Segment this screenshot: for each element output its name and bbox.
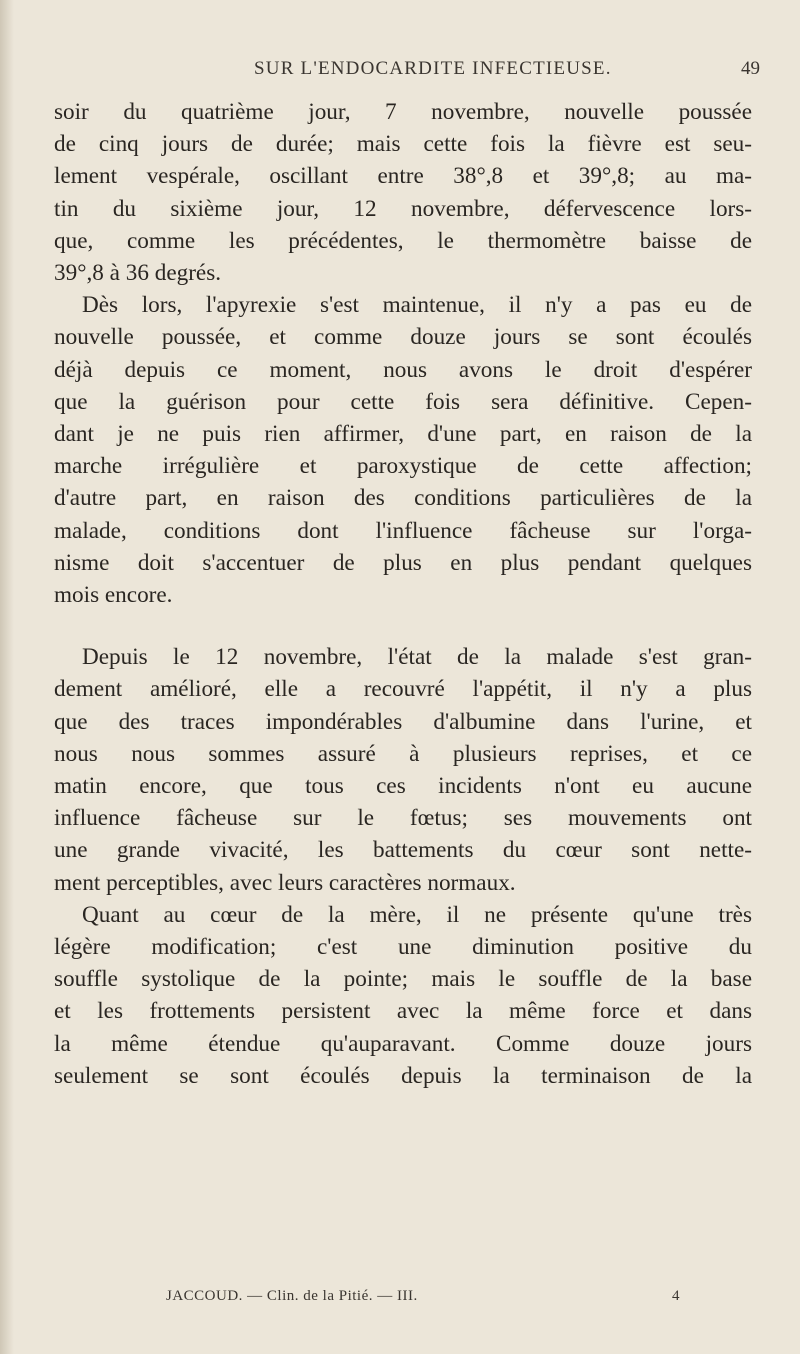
binding-shadow [0, 0, 14, 1354]
paragraph [54, 96, 752, 289]
text-line: Dès lors, l'apyrexie s'est maintenue, il n'y a pas eu de [82, 292, 752, 319]
text-line: soir du quatrième jour, 7 novembre, nouvelle poussée [54, 99, 752, 125]
text-line: dant je ne puis rien affirmer, d'une part, en raison de la [54, 421, 752, 448]
printer-signature: JACCOUD. — Clin. de la Pitié. — III. [166, 1288, 418, 1304]
paragraph [54, 899, 752, 1092]
signature-mark: 4 [672, 1288, 680, 1304]
text-line: seulement se sont écoulés depuis la terminaison de la [54, 1062, 752, 1089]
text-line: souffle systolique de la pointe; mais le souffle de la base [54, 966, 752, 993]
text-line: dement amélioré, elle a recouvré l'appétit, il n'y a plus [54, 676, 752, 703]
running-title: SUR L'ENDOCARDITE INFECTIEUSE. [254, 58, 612, 79]
text-line: d'autre part, en raison des conditions particulières de la [54, 485, 752, 512]
text-line: matin encore, que tous ces incidents n'ont eu aucune [54, 773, 752, 800]
text-line: mois encore. [54, 582, 173, 609]
text-line: malade, conditions dont l'influence fâcheuse sur l'orga- [54, 517, 752, 544]
text-line: déjà depuis ce moment, nous avons le droit d'espérer [54, 356, 752, 383]
text-line: marche irrégulière et paroxystique de cette affection; [54, 453, 752, 480]
text-line: influence fâcheuse sur le fœtus; ses mouvements ont [54, 805, 752, 832]
text-line: nisme doit s'accentuer de plus en plus pendant quelques [54, 549, 752, 576]
text-line: et les frottements persistent avec la même force et dans [54, 998, 752, 1025]
text-line: nous nous sommes assuré à plusieurs reprises, et ce [54, 740, 752, 767]
paragraph [54, 641, 752, 899]
text-line: de cinq jours de durée; mais cette fois la fièvre est seu- [54, 131, 752, 158]
body-text [54, 96, 752, 1092]
text-line: que, comme les précédentes, le thermomètre baisse de [54, 227, 752, 254]
text-line: que la guérison pour cette fois sera définitive. Cepen- [54, 388, 752, 415]
text-line: ment perceptibles, avec leurs caractères normaux. [54, 869, 516, 896]
text-line: la même étendue qu'auparavant. Comme douze jours [54, 1030, 752, 1057]
text-line: tin du sixième jour, 12 novembre, défervescence lors- [54, 195, 752, 222]
text-line: Depuis le 12 novembre, l'état de la malade s'est gran- [82, 644, 752, 671]
paragraph [54, 289, 752, 611]
text-line: nouvelle poussée, et comme douze jours se sont écoulés [54, 324, 752, 351]
text-line: Quant au cœur de la mère, il ne présente qu'une très [82, 901, 752, 928]
text-line: que des traces impondérables d'albumine dans l'urine, et [54, 708, 752, 735]
text-line: légère modification; c'est une diminution positive du [54, 934, 752, 961]
page-footer [0, 1288, 800, 1314]
paragraph-gap [54, 611, 752, 641]
text-line: lement vespérale, oscillant entre 38°,8 et 39°,8; au ma- [54, 163, 752, 190]
text-line: une grande vivacité, les battements du cœur sont nette- [54, 837, 752, 864]
running-head [40, 58, 760, 88]
page-number: 49 [741, 58, 760, 79]
text-line: 39°,8 à 36 degrés. [54, 260, 222, 287]
